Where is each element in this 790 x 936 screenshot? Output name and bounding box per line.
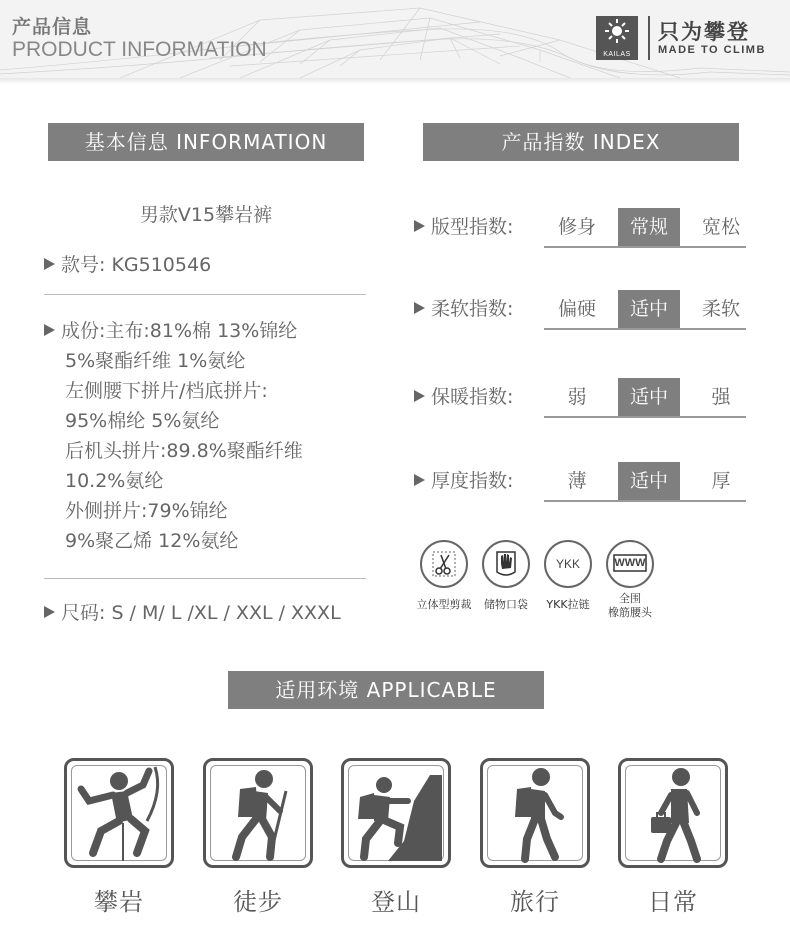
composition-line: 9%聚乙烯 12%氨纶: [65, 530, 239, 552]
scissors-cut-icon: [420, 540, 468, 588]
arrow-right-icon: [44, 606, 55, 618]
composition-line: 95%棉纶 5%氨纶: [65, 410, 220, 432]
model-number: [44, 250, 211, 277]
index-option: 弱: [567, 386, 587, 408]
page-header: [0, 0, 790, 78]
rock-climbing-icon: [64, 758, 174, 868]
composition-line: 外侧拼片:79%锦纶: [65, 500, 228, 522]
index-option-selected: 适中: [618, 378, 680, 416]
arrow-right-icon: [414, 220, 425, 232]
index-row-thickness: [414, 462, 746, 502]
index-option-selected: 适中: [618, 290, 680, 328]
index-option: 薄: [567, 470, 587, 492]
feature-elastic-waistband: [600, 540, 660, 620]
daily-commute-icon: [618, 758, 728, 868]
index-heading: 产品指数 INDEX: [423, 123, 739, 161]
index-option: 偏硬: [557, 298, 596, 320]
index-option-selected: 适中: [618, 462, 680, 500]
sun-logo-icon: [596, 16, 638, 46]
composition-block: [44, 316, 374, 556]
arrow-right-icon: [414, 390, 425, 402]
pocket-icon: [482, 540, 530, 588]
brand-slogan-en: MADE TO CLIMB: [658, 44, 766, 56]
feature-label: 储物口袋: [484, 598, 528, 611]
index-row-fit: [414, 208, 746, 248]
feature-label: YKK拉链: [546, 598, 590, 611]
composition-line: 左侧腰下拼片/档底拼片:: [65, 380, 268, 402]
applicable-label: 徒步: [233, 888, 283, 916]
divider: [44, 578, 366, 579]
applicable-heading: 适用环境 APPLICABLE: [228, 671, 544, 709]
index-label: 版型指数:: [414, 208, 513, 246]
sizes: [44, 598, 341, 625]
brand-name: KAILAS: [603, 51, 631, 58]
feature-label: 全围: [619, 592, 641, 605]
elastic-waistband-icon: [606, 540, 654, 588]
applicable-label: 旅行: [510, 888, 560, 916]
applicable-item-climbing: [64, 758, 174, 917]
composition-line: 5%聚酯纤维 1%氨纶: [65, 350, 246, 372]
basic-info-heading: 基本信息 INFORMATION: [48, 123, 364, 161]
waistband-text: WWW: [614, 557, 646, 569]
header-title-en: PRODUCT INFORMATION: [12, 38, 267, 61]
applicable-label: 登山: [371, 888, 421, 916]
hiking-icon: [203, 758, 313, 868]
index-option: 强: [711, 386, 731, 408]
composition-line: 成份:主布:81%棉 13%锦纶: [44, 316, 374, 346]
ykk-text: YKK: [555, 557, 580, 571]
divider: [44, 294, 366, 295]
ykk-zipper-icon: [544, 540, 592, 588]
composition-line: 10.2%氨纶: [65, 470, 164, 492]
applicable-item-travel: [480, 758, 590, 917]
index-option: 宽松: [701, 216, 740, 238]
index-underline: [544, 328, 746, 330]
brand-divider: [648, 16, 650, 60]
brand-logo: [596, 16, 638, 60]
header-title-cn: 产品信息: [12, 16, 93, 38]
index-option: 修身: [557, 216, 596, 238]
index-option: 厚: [711, 470, 731, 492]
index-underline: [544, 246, 746, 248]
feature-label-line2: 橡筋腰头: [608, 606, 652, 619]
index-row-softness: [414, 290, 746, 330]
applicable-label: 日常: [648, 888, 698, 916]
arrow-right-icon: [44, 324, 55, 336]
feature-pocket: [476, 540, 536, 612]
arrow-right-icon: [44, 258, 55, 270]
applicable-item-hiking: [203, 758, 313, 917]
index-option-selected: 常规: [618, 208, 680, 246]
index-underline: [544, 500, 746, 502]
brand-slogan-cn: 只为攀登: [658, 20, 750, 44]
index-label: 厚度指数:: [414, 462, 513, 500]
applicable-label: 攀岩: [94, 888, 144, 916]
feature-label: 立体型剪裁: [416, 598, 472, 611]
index-option: 柔软: [701, 298, 740, 320]
travel-icon: [480, 758, 590, 868]
product-name: 男款V15攀岩裤: [139, 204, 273, 226]
feature-3d-cut: [414, 540, 474, 612]
index-underline: [544, 416, 746, 418]
header-shadow: [0, 78, 790, 84]
applicable-item-daily: [618, 758, 728, 917]
arrow-right-icon: [414, 302, 425, 314]
index-row-warmth: [414, 378, 746, 418]
sizes-text: 尺码: S / M/ L /XL / XXL / XXXL: [61, 602, 341, 624]
composition-line: 后机头拼片:89.8%聚酯纤维: [65, 440, 303, 462]
feature-ykk-zipper: [538, 540, 598, 612]
mountaineering-icon: [341, 758, 451, 868]
arrow-right-icon: [414, 474, 425, 486]
model-number-text: 款号: KG510546: [61, 254, 212, 276]
brand-block: [592, 12, 782, 64]
applicable-item-mountaineering: [341, 758, 451, 917]
index-label: 柔软指数:: [414, 290, 513, 328]
index-label: 保暖指数:: [414, 378, 513, 416]
